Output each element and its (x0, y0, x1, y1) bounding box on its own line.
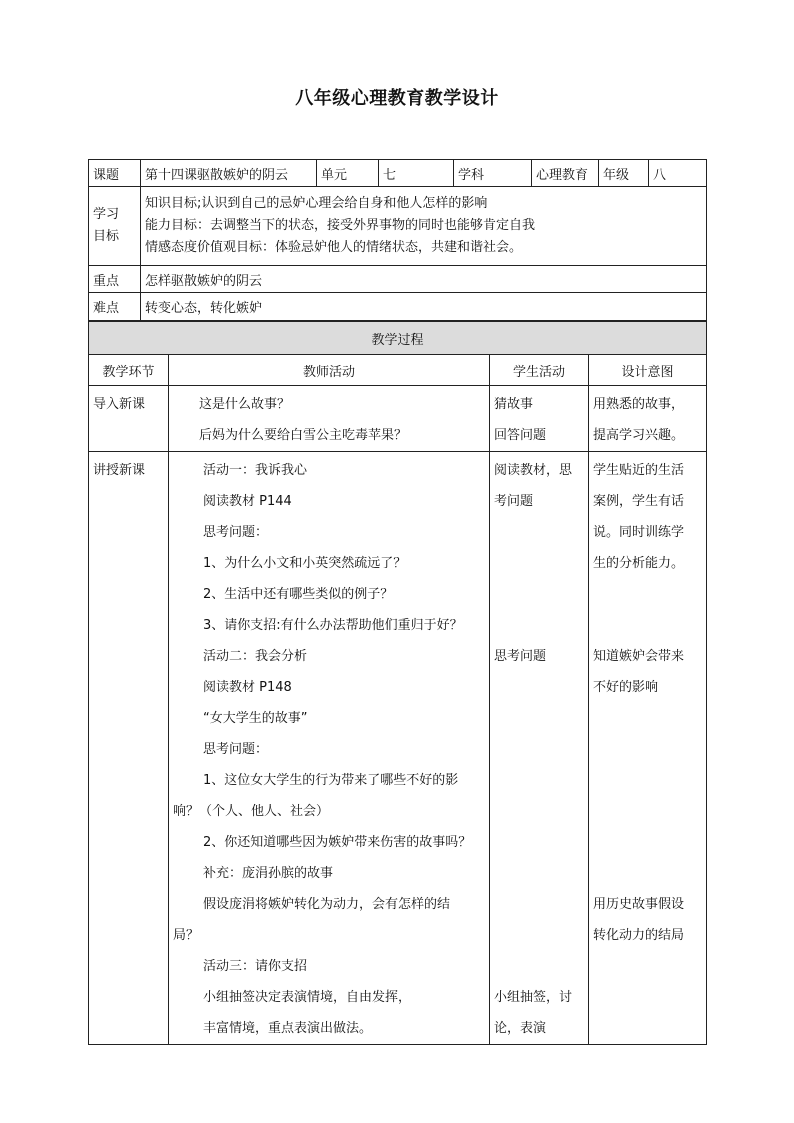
grade-value: 八 (649, 160, 707, 187)
student-line (494, 703, 584, 734)
student-line: 猜故事 (494, 397, 534, 412)
teacher-line: 3、请你支招:有什么办法帮助他们重归于好？ (203, 618, 463, 633)
intent-line (593, 610, 702, 641)
student-line (494, 579, 584, 610)
column-header-student: 学生活动 (490, 355, 589, 386)
process-columns-row (89, 355, 707, 386)
lesson-info-table (88, 159, 707, 321)
teacher-line: 1、为什么小文和小英突然疏远了？ (203, 556, 407, 571)
process-row-teaching (89, 452, 707, 1045)
intent-line (593, 827, 702, 858)
teacher-line: 2、你还知道哪些因为嫉妒带来伤害的故事吗？ (203, 835, 472, 850)
student-line (494, 610, 584, 641)
intent-line: 提高学习兴趣。 (593, 428, 685, 443)
design-intent-teaching (589, 452, 707, 1045)
teacher-line: “女大学生的故事” (203, 711, 308, 726)
student-line (494, 889, 584, 920)
goals-label (89, 187, 141, 266)
student-line (494, 517, 584, 548)
student-line (494, 951, 584, 982)
intent-line (593, 1013, 702, 1044)
intent-line: 知道嫉妒会带来 (593, 649, 685, 664)
intent-line (593, 982, 702, 1013)
lesson-value: 第十四课驱散嫉妒的阴云 (141, 160, 317, 187)
student-line (494, 796, 584, 827)
teacher-line: 思考问题： (203, 525, 269, 540)
intent-line (593, 703, 702, 734)
teacher-line: 这是什么故事？ (199, 397, 291, 412)
teacher-line: 假设庞涓将嫉妒转化为动力，会有怎样的结 (203, 897, 451, 912)
student-line (494, 920, 584, 951)
student-line (494, 858, 584, 889)
teacher-line: 阅读教材 P144 (203, 494, 292, 509)
teacher-line: 1、这位女大学生的行为带来了哪些不好的影 (203, 773, 459, 788)
subject-value: 心理教育 (532, 160, 599, 187)
teacher-line: 活动三：请你支招 (203, 959, 308, 974)
column-header-stage: 教学环节 (89, 355, 169, 386)
student-line: 阅读教材，思 (494, 463, 573, 478)
grade-label: 年级 (599, 160, 649, 187)
teacher-line: 活动一：我诉我心 (203, 463, 308, 478)
process-header: 教学过程 (89, 322, 707, 355)
intent-line (593, 765, 702, 796)
intent-line (593, 734, 702, 765)
info-row-key (89, 266, 707, 293)
student-activity-teaching (490, 452, 589, 1045)
teacher-line: 活动二：我会分析 (203, 649, 308, 664)
intent-line: 生的分析能力。 (593, 556, 685, 571)
teacher-line: 小组抽签决定表演情境，自由发挥， (203, 990, 412, 1005)
key-label: 重点 (89, 266, 141, 293)
goals-value (141, 187, 707, 266)
teacher-line: 丰富情境，重点表演出做法。 (203, 1021, 373, 1036)
process-header-row (89, 322, 707, 355)
teacher-line: 阅读教材 P148 (203, 680, 292, 695)
student-line (494, 765, 584, 796)
teacher-activity-intro (169, 386, 490, 452)
stage-teaching (89, 452, 169, 1045)
goal-knowledge: 知识目标;认识到自己的忌妒心理会给自身和他人怎样的影响 (145, 196, 488, 211)
info-row-difficulty (89, 293, 707, 321)
intent-line: 用熟悉的故事， (593, 397, 685, 412)
teaching-process-table (88, 321, 707, 1045)
student-line: 思考问题 (494, 649, 547, 664)
unit-value: 七 (379, 160, 454, 187)
intent-line: 用历史故事假设 (593, 897, 685, 912)
teacher-line: 后妈为什么要给白雪公主吃毒苹果？ (199, 428, 408, 443)
intent-line: 案例，学生有话 (593, 494, 685, 509)
teacher-line: 局？ (173, 928, 200, 943)
intent-line: 说。同时训练学 (593, 525, 685, 540)
teacher-line: 2、生活中还有哪些类似的例子？ (203, 587, 394, 602)
teacher-line: 思考问题： (203, 742, 269, 757)
goals-label-line: 学习 (93, 207, 120, 222)
goal-emotion: 情感态度价值观目标：体验忌妒他人的情绪状态，共建和谐社会。 (145, 240, 523, 255)
intent-line (593, 951, 702, 982)
student-line: 回答问题 (494, 428, 547, 443)
intent-line: 学生贴近的生活 (593, 463, 685, 478)
intent-line (593, 579, 702, 610)
lesson-label: 课题 (89, 160, 141, 187)
stage-intro (89, 386, 169, 452)
student-line (494, 548, 584, 579)
student-line: 小组抽签，讨 (494, 990, 573, 1005)
student-line (494, 672, 584, 703)
stage-name: 导入新课 (93, 397, 146, 412)
info-row-goals (89, 187, 707, 266)
column-header-teacher: 教师活动 (169, 355, 490, 386)
student-line (494, 827, 584, 858)
subject-label: 学科 (454, 160, 532, 187)
difficulty-value: 转变心态，转化嫉妒 (141, 293, 707, 321)
goal-ability: 能力目标：去调整当下的状态，接受外界事物的同时也能够肯定自我 (145, 218, 536, 233)
info-row-lesson (89, 160, 707, 187)
document-title: 八年级心理教育教学设计 (295, 88, 499, 109)
column-header-intent: 设计意图 (589, 355, 707, 386)
intent-line (593, 858, 702, 889)
goals-label-line: 目标 (93, 229, 120, 244)
intent-line (593, 796, 702, 827)
unit-label: 单元 (317, 160, 379, 187)
design-intent-intro (589, 386, 707, 452)
stage-name: 讲授新课 (93, 463, 146, 478)
student-line (494, 734, 584, 765)
student-activity-intro (490, 386, 589, 452)
intent-line: 不好的影响 (593, 680, 659, 695)
teacher-activity-teaching (169, 452, 490, 1045)
student-line: 论，表演 (494, 1021, 547, 1036)
process-row-intro (89, 386, 707, 452)
teacher-line: 补充：庞涓孙膑的故事 (203, 866, 334, 881)
student-line: 考问题 (494, 494, 534, 509)
intent-line: 转化动力的结局 (593, 928, 685, 943)
key-value: 怎样驱散嫉妒的阴云 (141, 266, 707, 293)
difficulty-label: 难点 (89, 293, 141, 321)
teacher-line: 响？（个人、他人、社会） (173, 804, 330, 819)
